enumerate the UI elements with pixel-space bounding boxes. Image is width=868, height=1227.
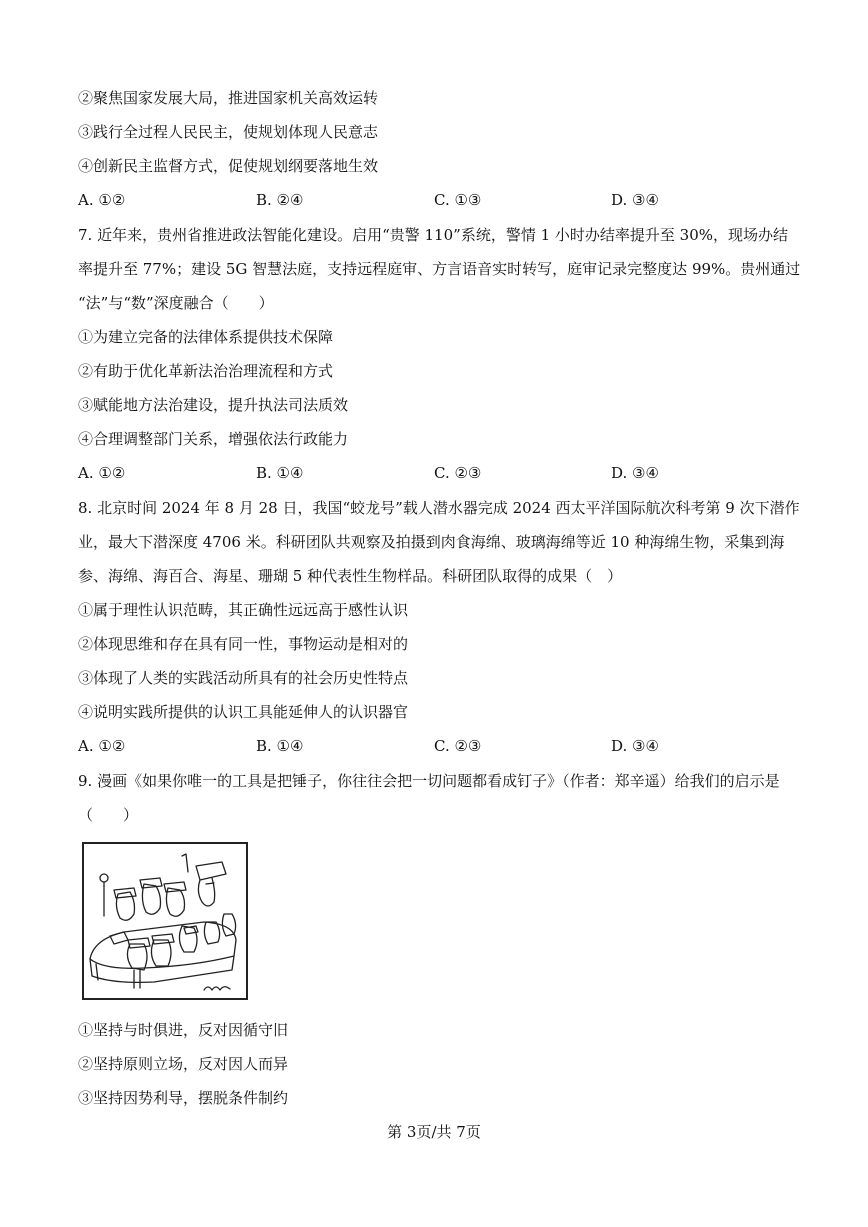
q7-item-3: ③赋能地方法治建设，提升执法司法质效 [78,396,349,414]
q7-item-1: ①为建立完备的法律体系提供技术保障 [78,328,334,346]
q6-item-3: ③践行全过程人民民主，使规划体现人民意志 [78,123,379,141]
q7-stem-line-2: 率提升至 77%；建设 5G 智慧法庭，支持远程庭审、方言语音实时转写，庭审记录完整度达 99%。贵州通过 [78,260,801,278]
q7-option-b: B. ①④ [256,464,304,482]
q9-item-1: ①坚持与时俱进，反对因循守旧 [78,1021,289,1039]
q8-option-b: B. ①④ [256,737,304,755]
q8-stem-line-2: 业，最大下潜深度 4706 米。科研团队共观察及拍摄到肉食海绵、玻璃海绵等近 10 种海绵生物，采集到海 [78,533,785,551]
q8-item-2: ②体现思维和存在具有同一性，事物运动是相对的 [78,635,409,653]
q9-item-3: ③坚持因势利导，摆脱条件制约 [78,1089,289,1107]
q6-option-a: A. ①② [78,191,126,209]
q8-option-d: D. ③④ [611,737,659,755]
q8-item-1: ①属于理性认识范畴，其正确性远远高于感性认识 [78,601,409,619]
q8-option-a: A. ①② [78,737,126,755]
q8-item-4: ④说明实践所提供的认识工具能延伸人的认识器官 [78,703,409,721]
q9-item-2: ②坚持原则立场，反对因人而异 [78,1055,289,1073]
q8-item-3: ③体现了人类的实践活动所具有的社会历史性特点 [78,669,409,687]
page-number-footer: 第 3页/共 7页 [387,1123,481,1141]
q8-options [78,736,778,756]
q7-item-4: ④合理调整部门关系，增强依法行政能力 [78,430,349,448]
cartoon-illustration [82,842,248,1000]
q9-stem-line-2: （ ） [78,806,139,824]
q6-item-2: ②聚焦国家发展大局，推进国家机关高效运转 [78,89,379,107]
q7-stem-line-1: 7. 近年来，贵州省推进政法智能化建设。启用“贵警 110”系统，警情 1 小时办结率提升至 30%，现场办结 [78,226,789,244]
cartoon-drawing [84,844,246,998]
q7-option-c: C. ②③ [434,464,482,482]
q7-option-d: D. ③④ [611,464,659,482]
q8-stem-line-1: 8. 北京时间 2024 年 8 月 28 日，我国“蛟龙号”载人潜水器完成 2024 西太平洋国际航次科考第 9 次下潜作 [78,499,800,517]
q7-item-2: ②有助于优化革新法治治理流程和方式 [78,362,334,380]
q8-option-c: C. ②③ [434,737,482,755]
q6-options [78,190,778,210]
q8-stem-line-3: 参、海绵、海百合、海星、珊瑚 5 种代表性生物样品。科研团队取得的成果（ ） [78,567,623,585]
q9-stem-line-1: 9. 漫画《如果你唯一的工具是把锤子，你往往会把一切问题都看成钉子》（作者：郑辛遥）给我们的启示是 [78,772,780,790]
q6-item-4: ④创新民主监督方式，促使规划纲要落地生效 [78,157,379,175]
q6-option-b: B. ②④ [256,191,304,209]
q7-option-a: A. ①② [78,464,126,482]
q7-options [78,463,778,483]
q6-option-c: C. ①③ [434,191,482,209]
q6-option-d: D. ③④ [611,191,659,209]
q7-stem-line-3: “法”与“数”深度融合（ ） [78,294,274,312]
